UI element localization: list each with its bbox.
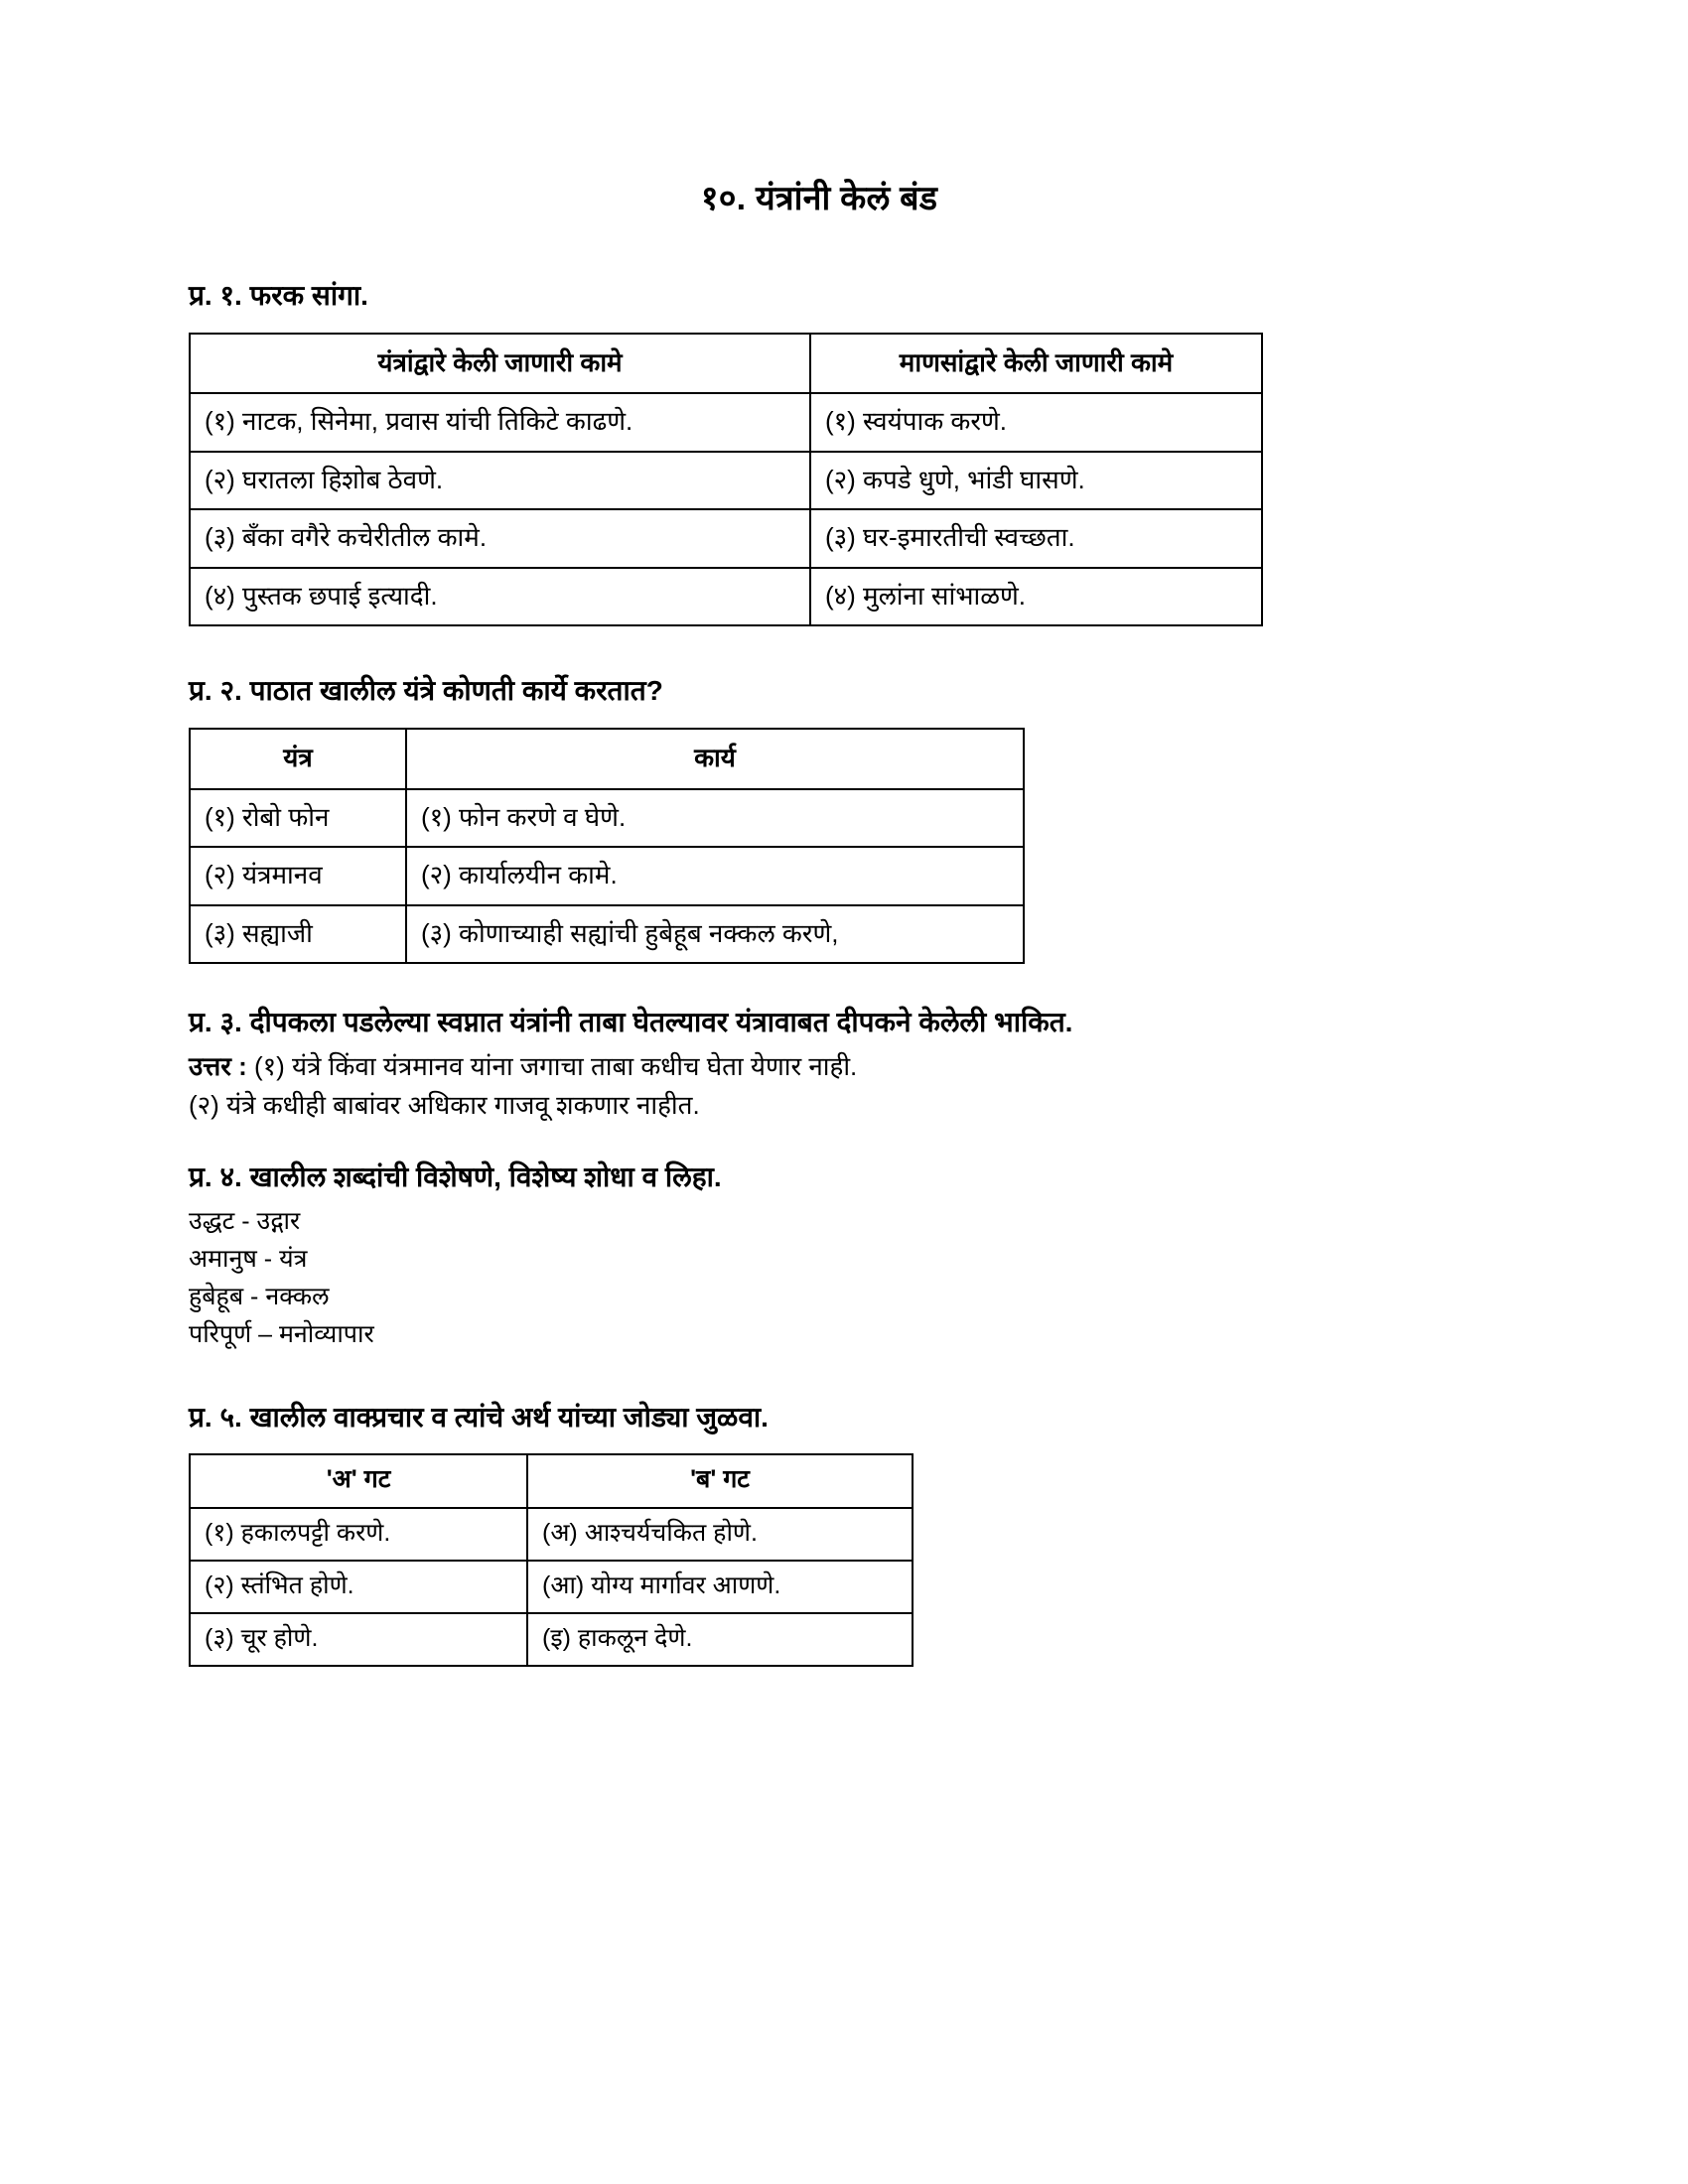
question-4-section xyxy=(189,1159,1489,1399)
question-3-heading: प्र. ३. दीपकला पडलेल्या स्वप्नात यंत्रांनी ताबा घेतल्यावर यंत्रावाबत दीपकने केलेली भाकित. xyxy=(189,1007,1073,1038)
column-header: 'अ' गट xyxy=(190,1454,527,1507)
question-2-table xyxy=(189,728,1025,964)
table-header-row xyxy=(190,729,1024,789)
column-header: 'ब' गट xyxy=(527,1454,913,1507)
table-header-row xyxy=(190,334,1262,394)
table-cell: (१) हकालपट्टी करणे. xyxy=(190,1508,527,1561)
table-cell: (१) रोबो फोन xyxy=(190,789,406,848)
table-cell: (३) बँका वगैरे कचेरीतील कामे. xyxy=(190,509,810,568)
question-1-table xyxy=(189,333,1263,627)
table-header-row xyxy=(190,1454,913,1507)
table-row xyxy=(190,847,1024,905)
table-row xyxy=(190,1613,913,1666)
question-3-answer-second: (२) यंत्रे कधीही बाबांवर अधिकार गाजवू शकणार नाहीत. xyxy=(189,1089,700,1120)
answer-label: उत्तर : xyxy=(189,1050,247,1081)
page-title: १०. यंत्रांनी केलं बंड xyxy=(700,180,938,217)
question-5-heading: प्र. ५. खालील वाक्प्रचार व त्यांचे अर्थ यांच्या जोड्या जुळवा. xyxy=(189,1401,769,1433)
word-pair: अमानुष - यंत्र xyxy=(189,1244,308,1273)
table-cell: (१) फोन करणे व घेणे. xyxy=(406,789,1024,848)
table-cell: (२) कार्यालयीन कामे. xyxy=(406,847,1024,905)
table-cell: (१) नाटक, सिनेमा, प्रवास यांची तिकिटे काढणे. xyxy=(190,393,810,452)
question-4-heading: प्र. ४. खालील शब्दांची विशेषणे, विशेष्य शोधा व लिहा. xyxy=(189,1160,722,1192)
table-cell: (४) मुलांना सांभाळणे. xyxy=(810,568,1262,626)
table-cell: (२) घरातला हिशोब ठेवणे. xyxy=(190,452,810,510)
column-header: कार्य xyxy=(406,729,1024,789)
table-cell: (४) पुस्तक छपाई इत्यादी. xyxy=(190,568,810,626)
table-cell: (१) स्वयंपाक करणे. xyxy=(810,393,1262,452)
question-5-table xyxy=(189,1453,914,1667)
question-2-heading: प्र. २. पाठात खालील यंत्रे कोणती कार्ये करतात? xyxy=(189,675,663,707)
column-header: यंत्र xyxy=(190,729,406,789)
table-row xyxy=(190,452,1262,510)
table-cell: (३) घर-इमारतीची स्वच्छता. xyxy=(810,509,1262,568)
table-row xyxy=(190,1561,913,1613)
word-pair: हुबेहूब - नक्कल xyxy=(189,1282,330,1310)
table-cell: (आ) योग्य मार्गावर आणणे. xyxy=(527,1561,913,1613)
table-row xyxy=(190,393,1262,452)
question-1-section xyxy=(189,277,1489,626)
question-2-section xyxy=(189,672,1489,964)
table-cell: (अ) आश्चर्यचकित होणे. xyxy=(527,1508,913,1561)
question-3-answer-first xyxy=(189,1047,1489,1086)
table-row xyxy=(190,568,1262,626)
answer-text: (१) यंत्रे किंवा यंत्रमानव यांना जगाचा ताबा कधीच घेता येणार नाही. xyxy=(253,1050,858,1081)
question-1-heading: प्र. १. फरक सांगा. xyxy=(189,280,368,311)
table-cell: (२) स्तंभित होणे. xyxy=(190,1561,527,1613)
table-cell: (२) यंत्रमानव xyxy=(190,847,406,905)
column-header: यंत्रांद्वारे केली जाणारी कामे xyxy=(190,334,810,394)
table-row xyxy=(190,905,1024,964)
table-row xyxy=(190,789,1024,848)
table-cell: (३) कोणाच्याही सह्यांची हुबेहूब नक्कल करणे, xyxy=(406,905,1024,964)
column-header: माणसांद्वारे केली जाणारी कामे xyxy=(810,334,1262,394)
word-pair: परिपूर्ण – मनोव्यापार xyxy=(189,1319,374,1348)
question-5-section xyxy=(189,1399,1489,1668)
table-cell: (३) सह्याजी xyxy=(190,905,406,964)
question-3-section xyxy=(189,1004,1489,1159)
word-pair: उद्धट - उद्गार xyxy=(189,1206,301,1235)
table-cell: (२) कपडे धुणे, भांडी घासणे. xyxy=(810,452,1262,510)
table-row xyxy=(190,1508,913,1561)
table-cell: (३) चूर होणे. xyxy=(190,1613,527,1666)
table-row xyxy=(190,509,1262,568)
table-cell: (इ) हाकलून देणे. xyxy=(527,1613,913,1666)
